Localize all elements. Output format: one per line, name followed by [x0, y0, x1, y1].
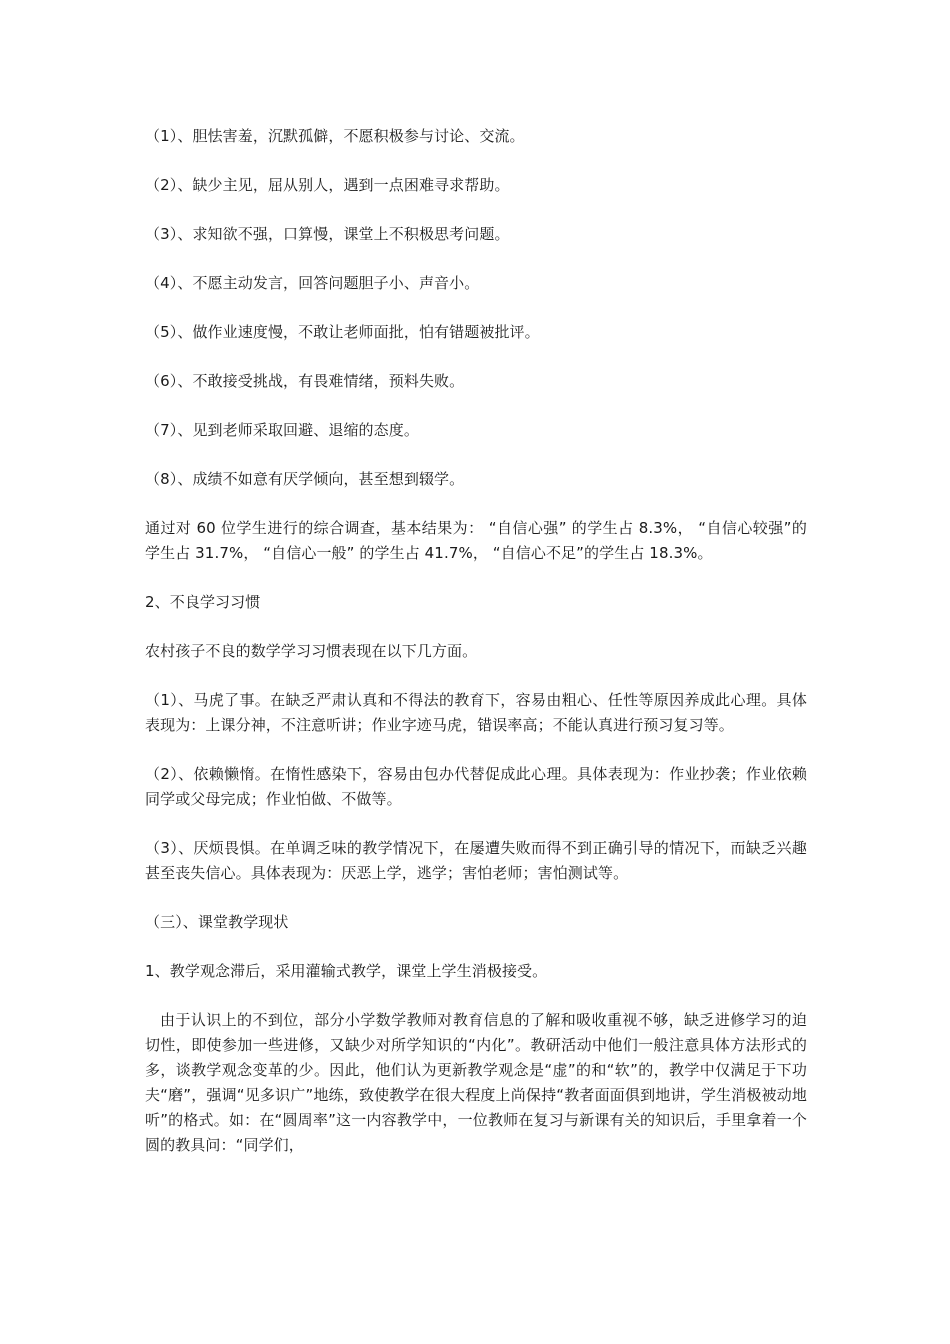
list-item-boredom-fear: （3）、厌烦畏惧。在单调乏味的教学情况下，在屡遭失败而得不到正确引导的情况下，而缺乏兴趣甚至丧失信心。具体表现为：厌恶上学，逃学；害怕老师；害怕测试等。: [145, 839, 807, 882]
body-paragraph-teaching-concepts: 由于认识上的不到位，部分小学数学教师对教育信息的了解和吸收重视不够，缺乏进修学习的迫切性，即使参加一些进修，又缺少对所学知识的“内化”。教研活动中他们一般注意具体方法形式的多，谈教学观念变革的少。因此，他们认为更新教学观念是“虚”的和“软”的，教学中仅满足于下功夫“磨”，强调“见多识广”地练，致使教学在很大程度上尚保持“教者面面俱到地讲，学生消极被动地听”的格式。如：在“圆周率”这一内容教学中，一位教师在复习与新课有关的知识后，手里拿着一个圆的教具问：“同学们，: [145, 1011, 807, 1154]
subheading-outdated-concepts: 1、教学观念滞后，采用灌输式教学，课堂上学生消极接受。: [145, 962, 548, 980]
list-item-no-opinion: （2）、缺少主见，屈从别人，遇到一点困难寻求帮助。: [145, 176, 510, 194]
section-heading-bad-habits: 2、不良学习习惯: [145, 593, 261, 611]
list-item-reluctant-speaking: （4）、不愿主动发言，回答问题胆子小、声音小。: [145, 274, 480, 292]
list-item-slow-homework: （5）、做作业速度慢，不敢让老师面批，怕有错题被批评。: [145, 323, 540, 341]
list-item-timid: （1）、胆怯害羞，沉默孤僻，不愿积极参与讨论、交流。: [145, 127, 525, 145]
bad-habits-intro: 农村孩子不良的数学学习习惯表现在以下几方面。: [145, 642, 478, 660]
list-item-avoid-challenge: （6）、不敢接受挑战，有畏难情绪，预料失败。: [145, 372, 465, 390]
document-page: [145, 124, 807, 1182]
list-item-dropout-tendency: （8）、成绩不如意有厌学倾向，甚至想到辍学。: [145, 470, 465, 488]
survey-result-paragraph: 通过对 60 位学生进行的综合调查，基本结果为： “自信心强” 的学生占 8.3%， “自信心较强”的学生占 31.7%， “自信心一般” 的学生占 41.7%， “自信心不足”的学生占 18.3%。: [145, 519, 807, 562]
list-item-avoid-teacher: （7）、见到老师采取回避、退缩的态度。: [145, 421, 419, 439]
list-item-weak-curiosity: （3）、求知欲不强，口算慢，课堂上不积极思考问题。: [145, 225, 510, 243]
list-item-careless: （1）、马虎了事。在缺乏严肃认真和不得法的教育下，容易由粗心、任性等原因养成此心理。具体表现为：上课分神，不注意听讲；作业字迹马虎，错误率高；不能认真进行预习复习等。: [145, 691, 807, 734]
section-heading-classroom-status: （三）、课堂教学现状: [145, 913, 289, 931]
list-item-dependent-lazy: （2）、依赖懒惰。在惰性感染下，容易由包办代替促成此心理。具体表现为：作业抄袭；作业依赖同学或父母完成；作业怕做、不做等。: [145, 765, 807, 808]
